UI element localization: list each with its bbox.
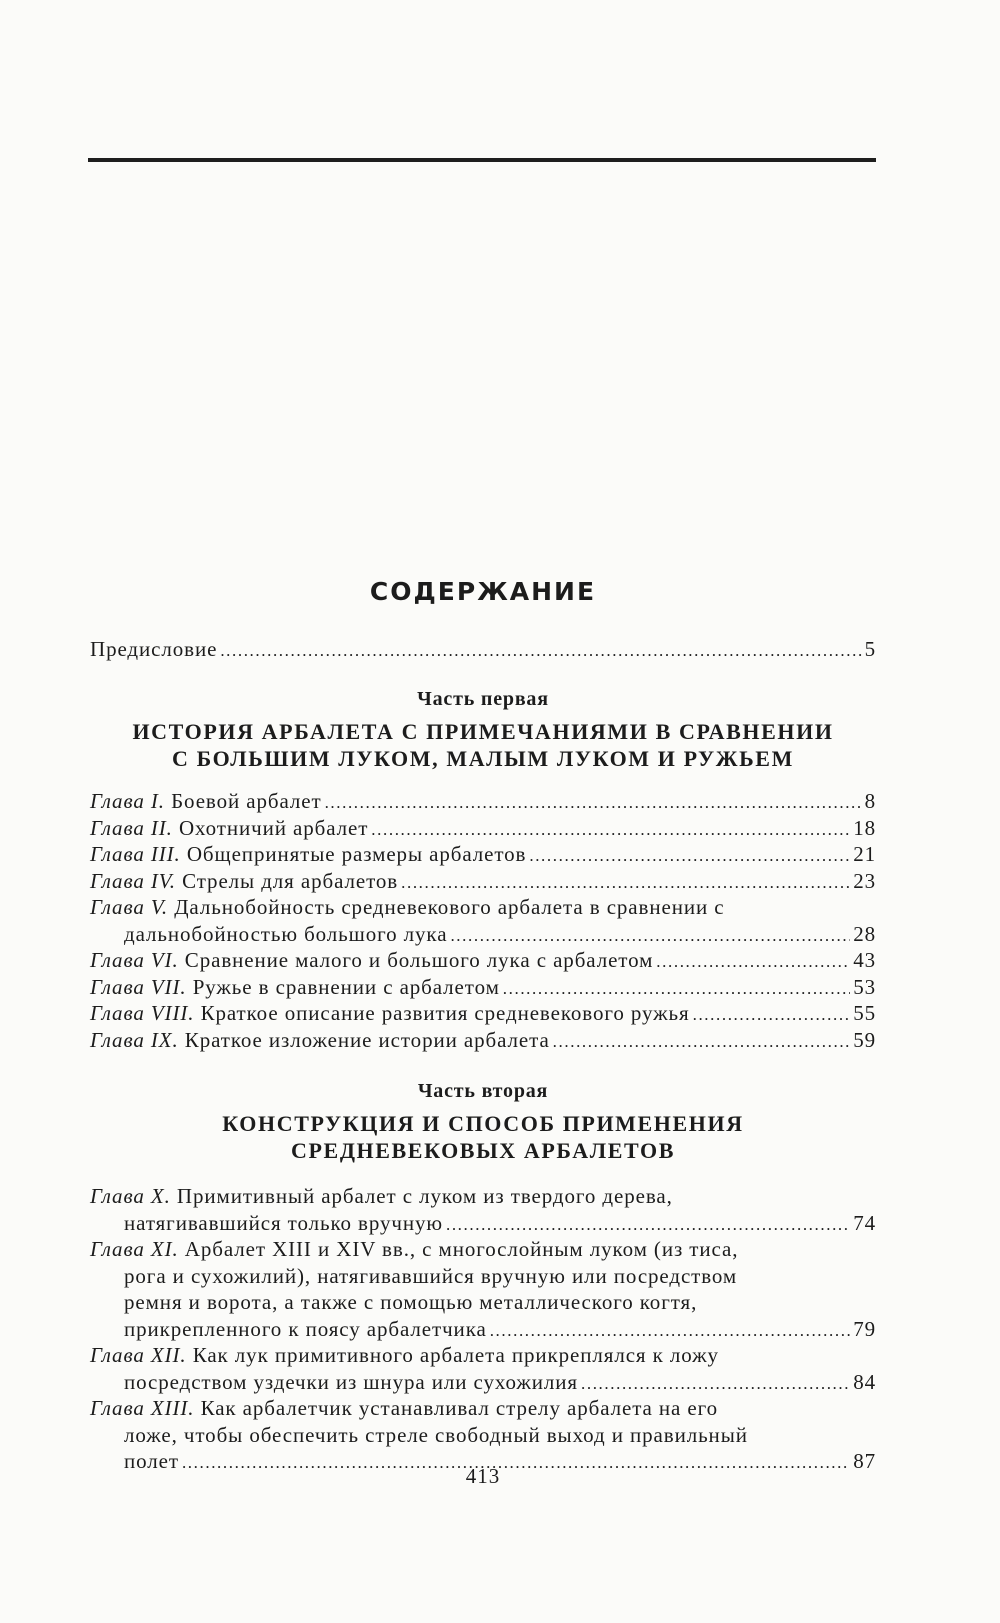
entry-page: 59: [853, 1027, 876, 1052]
leader-dots: [220, 638, 861, 665]
part2-label: Часть вторая: [417, 1080, 549, 1102]
leader-dots: [490, 1318, 850, 1345]
chapter-number: Глава II.: [90, 815, 173, 840]
chapter-number: Глава XII.: [90, 1343, 187, 1367]
chapter-title-line: посредством уздечки из шнура или сухожилия: [124, 1369, 578, 1394]
chapter-title-line: Дальнобойность средневекового арбалета в сравнении с: [174, 895, 725, 919]
chapter-title: Краткое изложение истории арбалета: [184, 1027, 550, 1052]
chapter-number: Глава IX.: [90, 1027, 179, 1052]
chapter-number: Глава I.: [90, 789, 165, 813]
entry-page: 23: [853, 868, 876, 893]
chapter-title-line: Как лук примитивного арбалета прикреплялся к ложу: [192, 1343, 719, 1367]
part2-title-line: КОНСТРУКЦИЯ И СПОСОБ ПРИМЕНЕНИЯ: [222, 1111, 744, 1136]
leader-dots: [656, 949, 850, 976]
leader-dots: [693, 1002, 851, 1029]
chapter-number: Глава XI.: [90, 1237, 179, 1261]
toc-entry-chapter-8[interactable]: [90, 1000, 876, 1029]
toc-entry-chapter-2[interactable]: [90, 815, 876, 844]
chapter-title: Охотничий арбалет: [178, 815, 369, 840]
part1-title: [0, 718, 966, 772]
toc-entry-chapter-5[interactable]: [90, 894, 876, 949]
top-rule: [88, 158, 876, 162]
chapter-title-line: ремня и ворота, а также с помощью металлического когтя,: [124, 1290, 698, 1314]
entry-page: 87: [853, 1449, 876, 1473]
toc-entry-chapter-3[interactable]: [90, 841, 876, 870]
leader-dots: [529, 843, 850, 870]
chapter-title-line: дальнобойностью большого лука: [124, 921, 448, 946]
toc-entry-chapter-11[interactable]: [90, 1236, 876, 1344]
chapter-number: Глава IV.: [90, 868, 176, 893]
part1-title-line: ИСТОРИЯ АРБАЛЕТА С ПРИМЕЧАНИЯМИ В СРАВНЕНИИ: [132, 719, 834, 744]
chapter-title: Ружье в сравнении с арбалетом: [192, 974, 500, 999]
leader-dots: [371, 817, 850, 844]
entry-page: 21: [853, 842, 876, 866]
chapter-title: Общепринятые размеры арбалетов: [186, 842, 527, 866]
leader-dots: [503, 976, 850, 1003]
toc-title: СОДЕРЖАНИЕ: [369, 577, 597, 606]
toc-entry-chapter-6[interactable]: [90, 947, 876, 976]
entry-page: 5: [864, 637, 876, 661]
chapter-title-line: рога и сухожилий), натягивавшийся вручную или посредством: [124, 1263, 738, 1288]
toc-entry-chapter-10[interactable]: [90, 1183, 876, 1238]
leader-dots: [446, 1212, 850, 1239]
page-number: 413: [465, 1464, 501, 1488]
leader-dots: [450, 923, 850, 950]
toc-entry-chapter-7[interactable]: [90, 974, 876, 1003]
chapter-title-line: Примитивный арбалет с луком из твердого дерева,: [176, 1184, 673, 1208]
chapter-title: Боевой арбалет: [171, 789, 322, 813]
entry-page: 79: [853, 1316, 876, 1341]
toc-entry-chapter-12[interactable]: [90, 1342, 876, 1397]
chapter-number: Глава V.: [90, 895, 169, 919]
leader-dots: [325, 790, 862, 817]
chapter-title: Стрелы для арбалетов: [182, 868, 399, 893]
toc-entry-chapter-4[interactable]: [90, 868, 876, 897]
chapter-number: Глава VIII.: [90, 1001, 195, 1025]
chapter-title-line: натягивавшийся только вручную: [124, 1210, 443, 1235]
part1-label: Часть первая: [417, 688, 549, 710]
chapter-title: Сравнение малого и большого лука с арбалетом: [184, 948, 654, 972]
entry-page: 53: [853, 974, 876, 999]
leader-dots: [553, 1029, 851, 1056]
leader-dots: [401, 870, 850, 897]
part2-title-line: СРЕДНЕВЕКОВЫХ АРБАЛЕТОВ: [291, 1138, 675, 1163]
entry-page: 55: [853, 1001, 876, 1025]
entry-page: 74: [853, 1210, 876, 1235]
toc-entry-preface[interactable]: [90, 636, 876, 665]
chapter-number: Глава X.: [90, 1184, 171, 1208]
entry-label: Предисловие: [90, 637, 218, 661]
chapter-title: Краткое описание развития средневекового ружья: [200, 1001, 690, 1025]
entry-page: 28: [853, 921, 876, 946]
leader-dots: [581, 1371, 850, 1398]
chapter-title-line: Как арбалетчик устанавливал стрелу арбалета на его: [200, 1396, 719, 1420]
toc-entry-chapter-9[interactable]: [90, 1027, 876, 1056]
chapter-title-line: Арбалет XIII и XIV вв., с многослойным луком (из тиса,: [184, 1237, 739, 1261]
entry-page: 84: [853, 1369, 876, 1394]
entry-page: 43: [853, 948, 876, 972]
chapter-number: Глава III.: [90, 842, 181, 866]
entry-page: 18: [853, 815, 876, 840]
chapter-title-line: полет: [124, 1449, 179, 1473]
part1-title-line: С БОЛЬШИМ ЛУКОМ, МАЛЫМ ЛУКОМ И РУЖЬЕМ: [172, 746, 794, 771]
chapter-number: Глава VI.: [90, 948, 179, 972]
toc-entry-chapter-1[interactable]: [90, 788, 876, 817]
chapter-number: Глава XIII.: [90, 1396, 195, 1420]
part2-title: [0, 1110, 966, 1164]
chapter-title-line: ложе, чтобы обеспечить стреле свободный выход и правильный: [124, 1422, 748, 1447]
entry-page: 8: [864, 789, 876, 813]
chapter-title-line: прикрепленного к поясу арбалетчика: [124, 1316, 487, 1341]
chapter-number: Глава VII.: [90, 974, 187, 999]
